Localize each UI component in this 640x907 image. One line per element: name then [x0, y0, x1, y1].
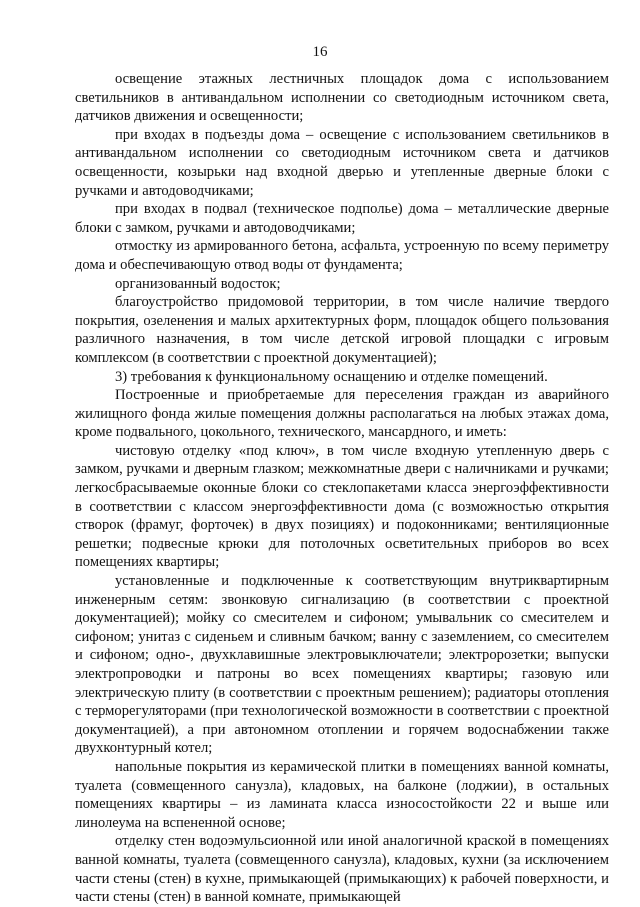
paragraph-finishing: чистовую отделку «под ключ», в том числе входную утепленную дверь с замком, ручками и дверным глазком; межкомнатные двери с наличниками и ручками; легкосбрасываемые оконные блоки со стеклопакетами класса энергоэффективности в соответствии с классом энергоэффективности дома (с возможностью открытия створок (фрамуг, форточек) в двух позициях) и подоконниками; вентиляционные решетки; подвесные крюки для потолочных осветительных приборов во всех помещениях квартиры; [75, 442, 609, 571]
document-body [75, 70, 609, 907]
paragraph-landscaping: благоустройство придомовой территории, в том числе наличие твердого покрытия, озеленения и малых архитектурных форм, площадок общего пользования различного назначения, в том числе детской игровой площадки с игровым комплексом (в соответствии с проектной документацией); [75, 294, 609, 366]
page-number: 16 [312, 44, 328, 60]
paragraph-drainage: организованный водосток; [115, 275, 281, 292]
paragraph-section-heading: 3) требования к функциональному оснащению и отделке помещений. [115, 368, 548, 385]
paragraph-wall-finishing: отделку стен водоэмульсионной или иной аналогичной краской в помещениях ванной комнаты, туалета (совмещенного санузла), кладовых, кухни (за исключением части стены (стен) в кухне, примыкающей (примыкающих) к рабочей поверхности, и части стены (стен) в ванной комнате, примыкающей [75, 833, 609, 906]
paragraph-housing-requirements: Построенные и приобретаемые для переселения граждан из аварийного жилищного фонда жилые помещения должны располагаться на любых этажах дома, кроме подвального, цокольного, технического, мансардного, и иметь: [75, 387, 609, 441]
paragraph-blind-area: отмостку из армированного бетона, асфальта, устроенную по всему периметру дома и обеспечивающую отвод воды от фундамента; [75, 238, 609, 273]
paragraph-installed-equipment: установленные и подключенные к соответствующим внутриквартирным инженерным сетям: звонковую сигнализацию (в соответствии с проектной документацией); мойку со смесителем и сифоном; умывальник со смесителем и сифоном; унитаз с сиденьем и сливным бачком; ванну с заземлением, со смесителем и сифоном; одно-, двухклавишные электровыключатели; электророзетки; выпуски электропроводки и патроны во всех помещениях квартиры; газовую или электрическую плиту (в соответствии с проектным решением); радиаторы отопления с терморегуляторами (при технологической возможности в соответствии с проектной документацией), а при автономном отоплении и горячем водоснабжении также двухконтурный котел; [75, 573, 609, 757]
paragraph-entrance-lighting: при входах в подъезды дома – освещение с использованием светильников в антивандальном исполнении со светодиодным источником света и датчиков освещенности, козырьки над входной дверью и утепленные дверные блоки с ручками и автодоводчиками; [75, 126, 609, 199]
paragraph-floor-coverings: напольные покрытия из керамической плитки в помещениях ванной комнаты, туалета (совмещенного санузла), кладовых, на балконе (лоджии), в остальных помещениях квартиры – из ламината класса износостойкости 22 и выше или линолеума на вспененной основе; [75, 758, 609, 831]
paragraph-stair-lighting: освещение этажных лестничных площадок дома с использованием светильников в антивандальном исполнении со светодиодным источником света, датчиков движения и освещенности; [75, 71, 609, 125]
paragraph-basement-doors: при входах в подвал (техническое подполье) дома – металлические дверные блоки с замком, ручками и автодоводчиками; [75, 201, 609, 236]
